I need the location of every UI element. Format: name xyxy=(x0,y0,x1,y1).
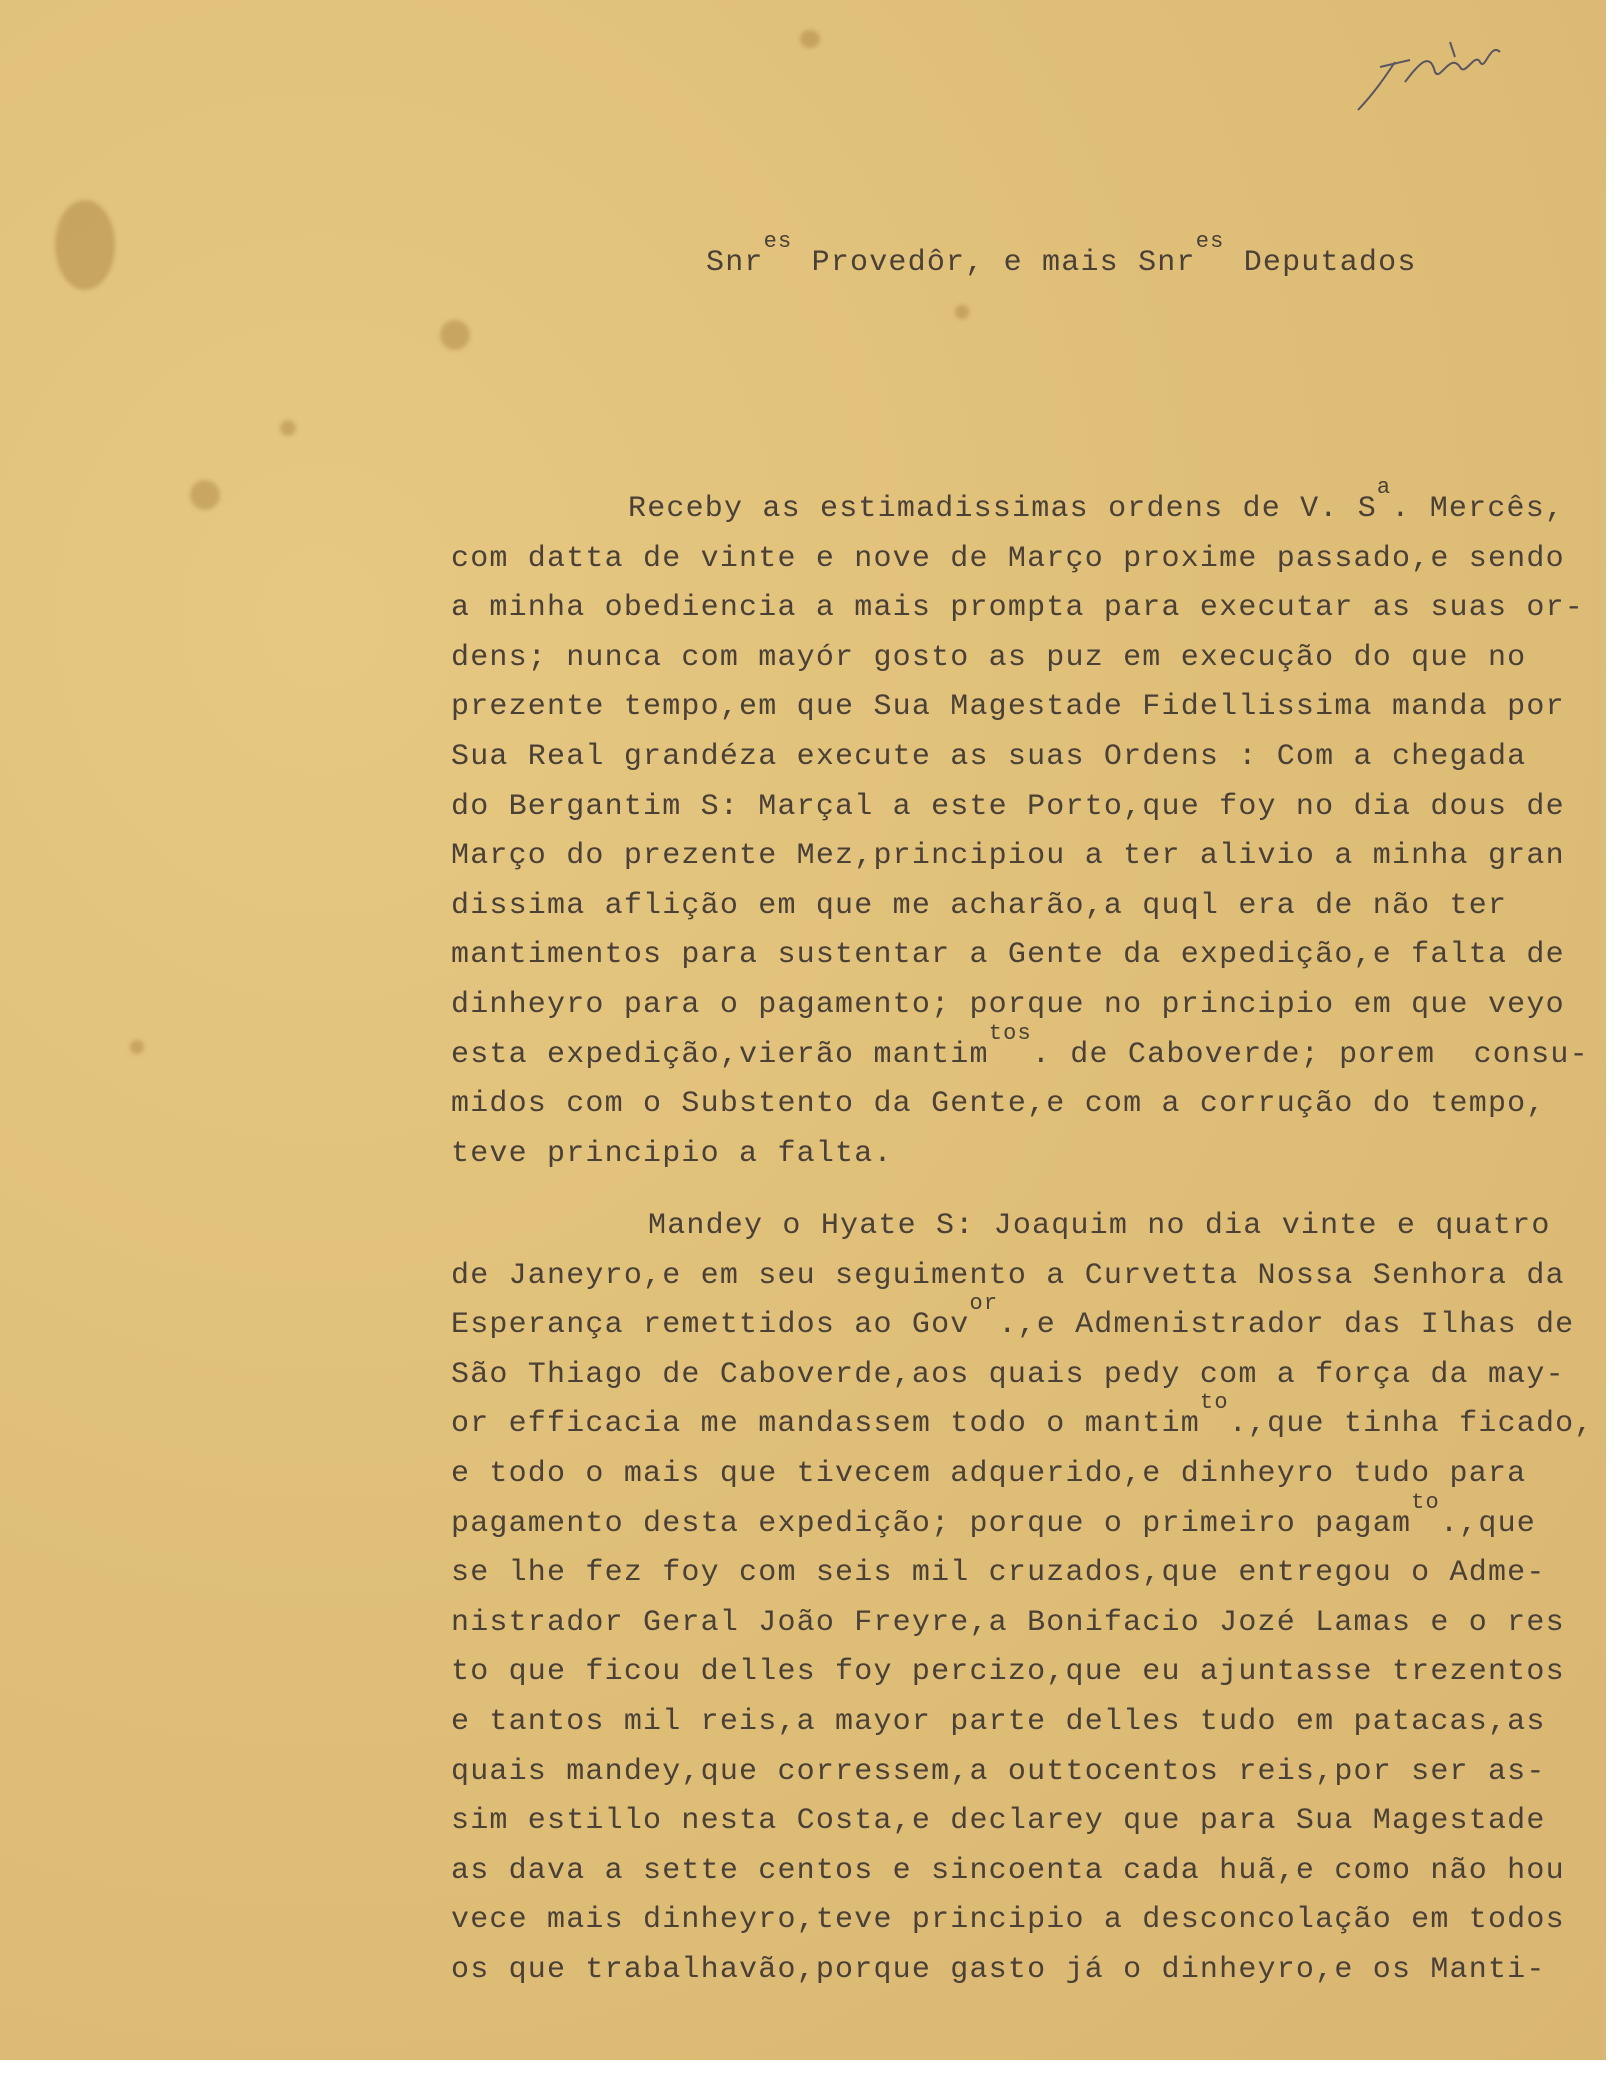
text-segment: dissima aflição em que me acharão,a quql era de não ter xyxy=(451,888,1508,923)
text-line xyxy=(648,1209,1551,1243)
text-segment: e todo o mais que tivecem adquerido,e dinheyro tudo para xyxy=(451,1457,1527,1491)
text-line xyxy=(628,475,1565,526)
text-segment: midos com o Substento da Gente,e com a corrução do tempo, xyxy=(451,1087,1546,1122)
text-segment: . Mercês, xyxy=(1391,492,1565,526)
text-segment: Sua Real grandéza execute as suas Ordens : Com a chegada xyxy=(451,740,1527,774)
text-line xyxy=(451,1457,1526,1491)
text-segment: Deputados xyxy=(1224,246,1417,280)
text-segment: quais mandey,que corressem,a outtocentos reis,por ser as- xyxy=(451,1754,1546,1789)
text-line xyxy=(451,1804,1546,1838)
text-line xyxy=(451,1705,1546,1739)
text-line xyxy=(451,1953,1546,1987)
text-line xyxy=(451,1655,1565,1689)
text-segment: dens; nunca com mayór gosto as puz em execução do que no xyxy=(451,640,1527,675)
text-line xyxy=(451,988,1565,1022)
text-line xyxy=(451,1489,1536,1541)
text-segment: se lhe fez foy com seis mil cruzados,que entregou o Adme- xyxy=(451,1556,1546,1591)
text-segment: as dava a sette centos e sincoenta cada huã,e como não hou xyxy=(451,1853,1565,1888)
stain xyxy=(280,420,296,436)
text-line xyxy=(451,839,1565,873)
text-segment: . de Caboverde; porem consu- xyxy=(1031,1037,1589,1072)
text-segment: prezente tempo,em que Sua Magestade Fidellissima manda por xyxy=(451,690,1565,725)
superscript-abbreviation: to xyxy=(1411,1489,1440,1515)
text-line xyxy=(451,690,1565,724)
text-segment: esta expedição,vierão mantim xyxy=(451,1037,989,1072)
text-segment: Mandey o Hyate S: Joaquim no dia vinte e quatro xyxy=(648,1209,1551,1243)
text-line xyxy=(451,1556,1546,1590)
text-segment: mantimentos para sustentar a Gente da expedição,e falta de xyxy=(451,938,1565,973)
stain xyxy=(190,480,220,510)
text-line xyxy=(451,1854,1565,1888)
text-segment: os que trabalhavão,porque gasto já o dinheyro,e os Manti- xyxy=(451,1953,1546,1987)
stain xyxy=(130,1040,144,1054)
text-line xyxy=(451,740,1526,774)
text-segment: Provedôr, e mais Snr xyxy=(792,246,1196,280)
text-line xyxy=(451,1291,1575,1343)
text-segment: to que ficou delles foy percizo,que eu ajuntasse trezentos xyxy=(451,1655,1565,1690)
superscript-abbreviation: tos xyxy=(988,1020,1032,1046)
superscript-abbreviation: es xyxy=(1195,229,1225,254)
text-segment: nistrador Geral João Freyre,a Bonifacio Jozé Lamas e o res xyxy=(451,1605,1565,1640)
text-line xyxy=(451,938,1565,972)
text-segment: de Janeyro,e em seu seguimento a Curvetta Nossa Senhora da xyxy=(451,1258,1565,1293)
text-line xyxy=(451,1606,1565,1640)
superscript-abbreviation: a xyxy=(1376,475,1392,500)
superscript-abbreviation: or xyxy=(969,1291,999,1317)
text-segment: pagamento desta expedição; porque o primeiro pagam xyxy=(451,1506,1412,1541)
text-line xyxy=(451,591,1584,625)
text-segment: .,que xyxy=(1439,1506,1536,1541)
text-segment: Esperança remettidos ao Gov xyxy=(451,1308,970,1343)
text-line xyxy=(451,1259,1565,1293)
text-line xyxy=(451,1020,1589,1072)
text-line xyxy=(451,542,1565,576)
text-line xyxy=(451,1358,1565,1392)
text-line xyxy=(451,641,1526,675)
text-line xyxy=(451,889,1507,923)
stain xyxy=(955,305,969,319)
text-segment: .,e Admenistrador das Ilhas de xyxy=(998,1308,1575,1343)
text-segment: Snr xyxy=(706,246,764,280)
handwritten-signature xyxy=(1350,22,1510,117)
text-segment: teve principio a falta. xyxy=(451,1136,893,1171)
stain xyxy=(55,200,115,290)
text-segment: dinheyro para o pagamento; porque no principio em que veyo xyxy=(451,988,1565,1022)
stain xyxy=(800,30,820,48)
stain xyxy=(440,320,470,350)
text-line xyxy=(451,790,1565,824)
text-line xyxy=(451,1390,1594,1442)
text-segment: Receby as estimadissimas ordens de V. S xyxy=(628,492,1377,526)
text-segment: a minha obediencia a mais prompta para executar as suas or- xyxy=(451,591,1584,626)
text-segment: .,que tinha ficado, xyxy=(1228,1407,1594,1442)
text-line xyxy=(451,1137,893,1171)
text-line xyxy=(451,1755,1546,1789)
text-line xyxy=(451,1087,1546,1121)
superscript-abbreviation: to xyxy=(1199,1390,1229,1416)
text-segment: sim estillo nesta Costa,e declarey que para Sua Magestade xyxy=(451,1804,1546,1839)
superscript-abbreviation: es xyxy=(763,229,793,254)
text-segment: do Bergantim S: Marçal a este Porto,que foy no dia dous de xyxy=(451,789,1565,824)
text-segment: com datta de vinte e nove de Março proxime passado,e sendo xyxy=(451,541,1565,576)
text-segment: São Thiago de Caboverde,aos quais pedy com a força da may- xyxy=(451,1357,1565,1392)
letter-heading xyxy=(706,229,1417,280)
text-segment: vece mais dinheyro,teve principio a desconcolação em todos xyxy=(451,1903,1565,1938)
text-segment: e tantos mil reis,a mayor parte delles tudo em patacas,as xyxy=(451,1705,1546,1739)
text-segment: Março do prezente Mez,principiou a ter alivio a minha gran xyxy=(451,839,1565,874)
text-segment: or efficacia me mandassem todo o mantim xyxy=(451,1407,1200,1442)
text-line xyxy=(451,1903,1565,1937)
